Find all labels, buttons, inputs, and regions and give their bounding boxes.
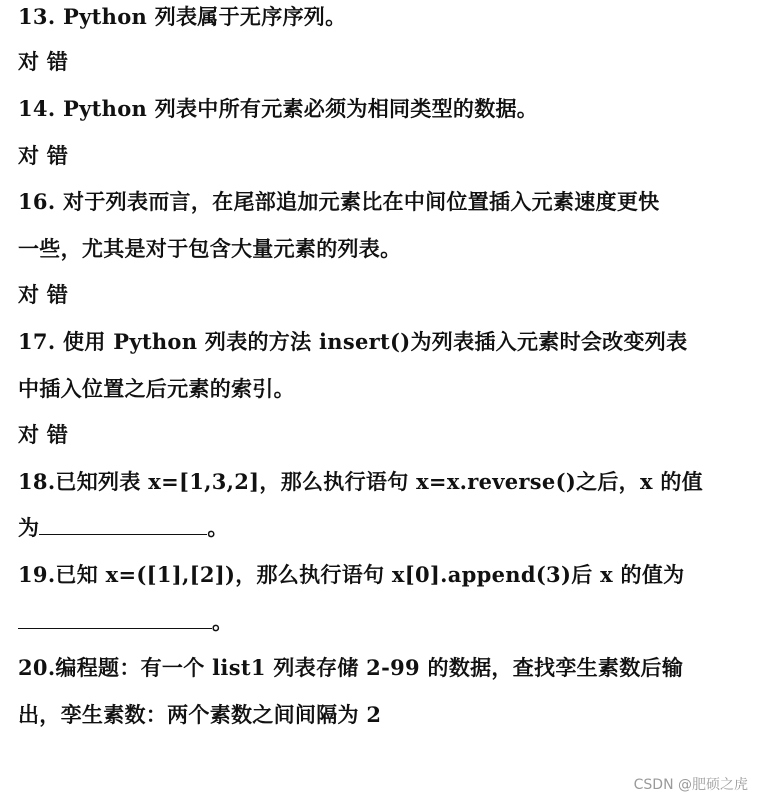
- q14-options: 对 错: [18, 143, 69, 168]
- q17-text-line2: 中插入位置之后元素的索引。: [18, 376, 295, 401]
- q20-text-line1: 20.编程题：有一个 list1 列表存储 2-99 的数据，查找孪生素数后输: [18, 655, 684, 680]
- q19-text-line2: [18, 608, 233, 636]
- q20-text-line2: 出，孪生素数：两个素数之间间隔为 2: [18, 702, 382, 727]
- q13-options: 对 错: [18, 49, 69, 74]
- q19-text-line1: 19.已知 x=([1],[2])，那么执行语句 x[0].append(3)后 x 的值为: [18, 562, 685, 587]
- q18-text-line1: 18.已知列表 x=[1,3,2]，那么执行语句 x=x.reverse()之后，x 的值: [18, 469, 703, 494]
- q17-text-line1: 17. 使用 Python 列表的方法 insert()为列表插入元素时会改变列表: [18, 329, 688, 354]
- q18-suffix: 。: [207, 515, 229, 540]
- q18-prefix: 为: [18, 515, 40, 540]
- q16-options: 对 错: [18, 282, 69, 307]
- q18-text-line2: [18, 514, 229, 542]
- q17-options: 对 错: [18, 422, 69, 447]
- q16-text-line2: 一些，尤其是对于包含大量元素的列表。: [18, 236, 402, 261]
- csdn-watermark: CSDN @肥硕之虎: [633, 777, 748, 793]
- q14-text: 14. Python 列表中所有元素必须为相同类型的数据。: [18, 96, 539, 121]
- q18-answer-blank[interactable]: [39, 514, 207, 535]
- q19-answer-blank[interactable]: [18, 608, 212, 629]
- q19-suffix: 。: [212, 609, 234, 634]
- q16-text-line1: 16. 对于列表而言，在尾部追加元素比在中间位置插入元素速度更快: [18, 189, 660, 214]
- q13-text: 13. Python 列表属于无序序列。: [18, 4, 347, 29]
